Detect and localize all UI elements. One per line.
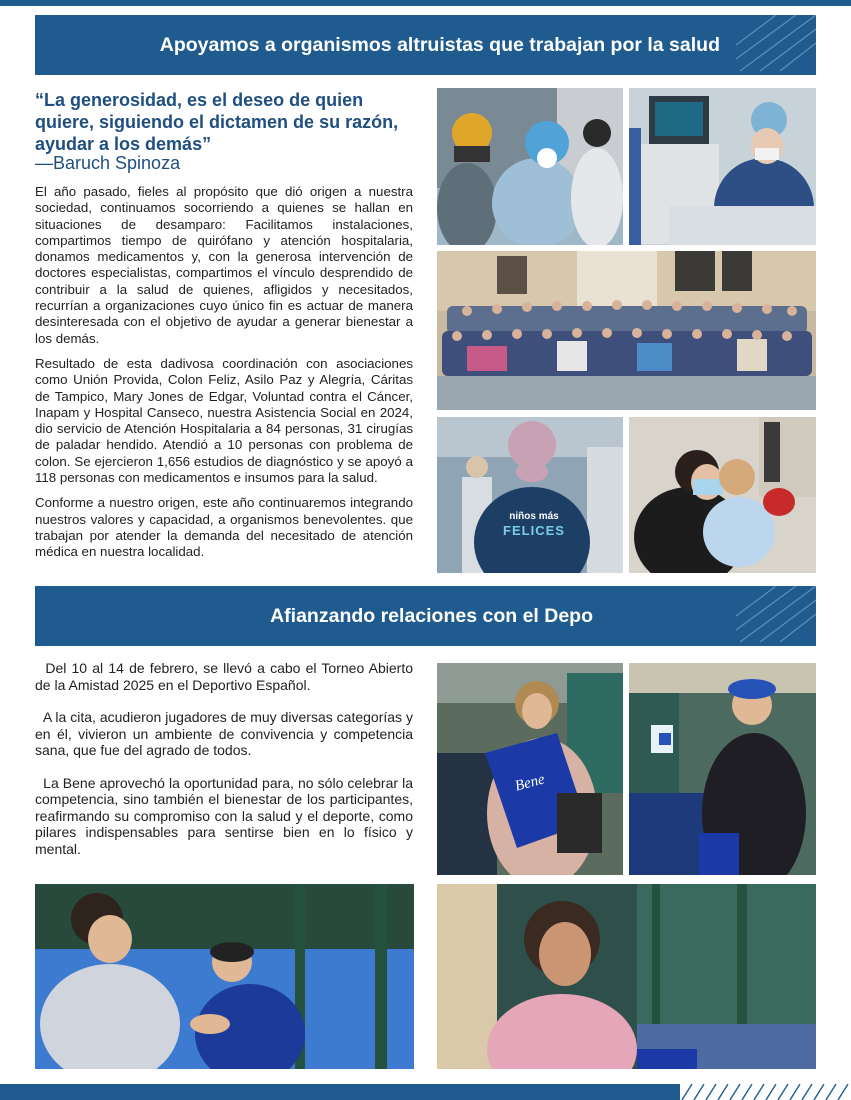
- paragraph: Conforme a nuestro origen, este año continuaremos integrando nuestros valores y capacidad, a organismos benevolentes. que trabajan por atender la demanda del necesitado de atención médica en nuestra localidad.: [35, 495, 413, 560]
- photo-ninos-felices: [437, 417, 623, 573]
- photo-nurse-patient: [629, 88, 816, 245]
- bottom-stripes-decoration: [680, 1084, 851, 1100]
- paragraph: La Bene aprovechó la oportunidad para, no sólo celebrar la competencia, sino también el bienestar de los participantes, reafirmando su compromiso con la salud y el deporte, como pilares indispensables para sentirse bien en lo físico y mental.: [35, 774, 417, 857]
- paragraph: A la cita, acudieron jugadores de muy diversas categorías y en él, vivieron un ambiente de convivencia y competencia sana, que fue del agrado de todos.: [35, 709, 417, 758]
- shirt-text-line2: FELICES: [503, 523, 565, 538]
- bottom-accent-bar: [0, 1084, 680, 1100]
- paragraph: El año pasado, fieles al propósito que dió origen a nuestra sociedad, continuamos socorriendo a quienes se hallan en situaciones de desamparo: Facilitamos instalaciones, compartimos tiempo de quirófano y atención hospitalaria, donamos medicamentos y, con la generosa intervención de doctores especialistas, compartimos el vínculo desprendido de contribuir a la salud de quienes, afligidos y necesitados, recurrían a organizaciones cuyo único fin es actuar de manera desinteresada con el objetivo de ayudar a generar bienestar a los demás.: [35, 184, 413, 346]
- photo-group: [437, 251, 816, 410]
- paragraph: Del 10 al 14 de febrero, se llevó a cabo el Torneo Abierto de la Amistad 2025 en el Deportivo Español.: [35, 660, 417, 693]
- paragraph: Resultado de esta dadivosa coordinación con asociaciones como Unión Provida, Colon Feliz, Asilo Paz y Alegría, Cáritas de Tampico, Mary Jones de Edgar, Voluntad contra el Cáncer, Inapam y Hospital Canseco, nuestra Asistencia Social en 2024, dio servicio de Atención Hospitalaria a 84 personas, 31 cirugías de paladar hendido. Atendió a 10 personas con problema de colon. Se ejercieron 1,656 estudios de diagnóstico y se apoyó a 118 personas con medicamentos e insumos para la salud.: [35, 355, 413, 486]
- section-title: Apoyamos a organismos altruistas que trabajan por la salud: [159, 34, 720, 56]
- photo-surgery-team: [437, 88, 623, 245]
- top-accent-bar: [0, 0, 851, 6]
- photo-woman-court: [437, 884, 816, 1069]
- quote-author: —Baruch Spinoza: [35, 153, 181, 173]
- section-title: Afianzando relaciones con el Depo: [270, 605, 593, 627]
- section-banner-health: [35, 15, 816, 75]
- stripes-decoration: [726, 586, 816, 646]
- section2-body: [35, 660, 417, 866]
- shirt-text-line1: niños más: [509, 511, 559, 522]
- photo-woman-bag: [437, 663, 623, 875]
- bag-logo-text: Bene: [513, 771, 547, 795]
- section-banner-depo: [35, 586, 816, 646]
- stripes-decoration: [726, 15, 816, 75]
- quote-text: “La generosidad, es el deseo de quien quiere, siguiendo el dictamen de su razón, ayudar a los demás”: [35, 90, 399, 154]
- photo-man-cup: [629, 663, 816, 875]
- photo-handshake-court: [35, 884, 414, 1069]
- photo-mother-child: [629, 417, 816, 573]
- section1-body: [35, 184, 413, 570]
